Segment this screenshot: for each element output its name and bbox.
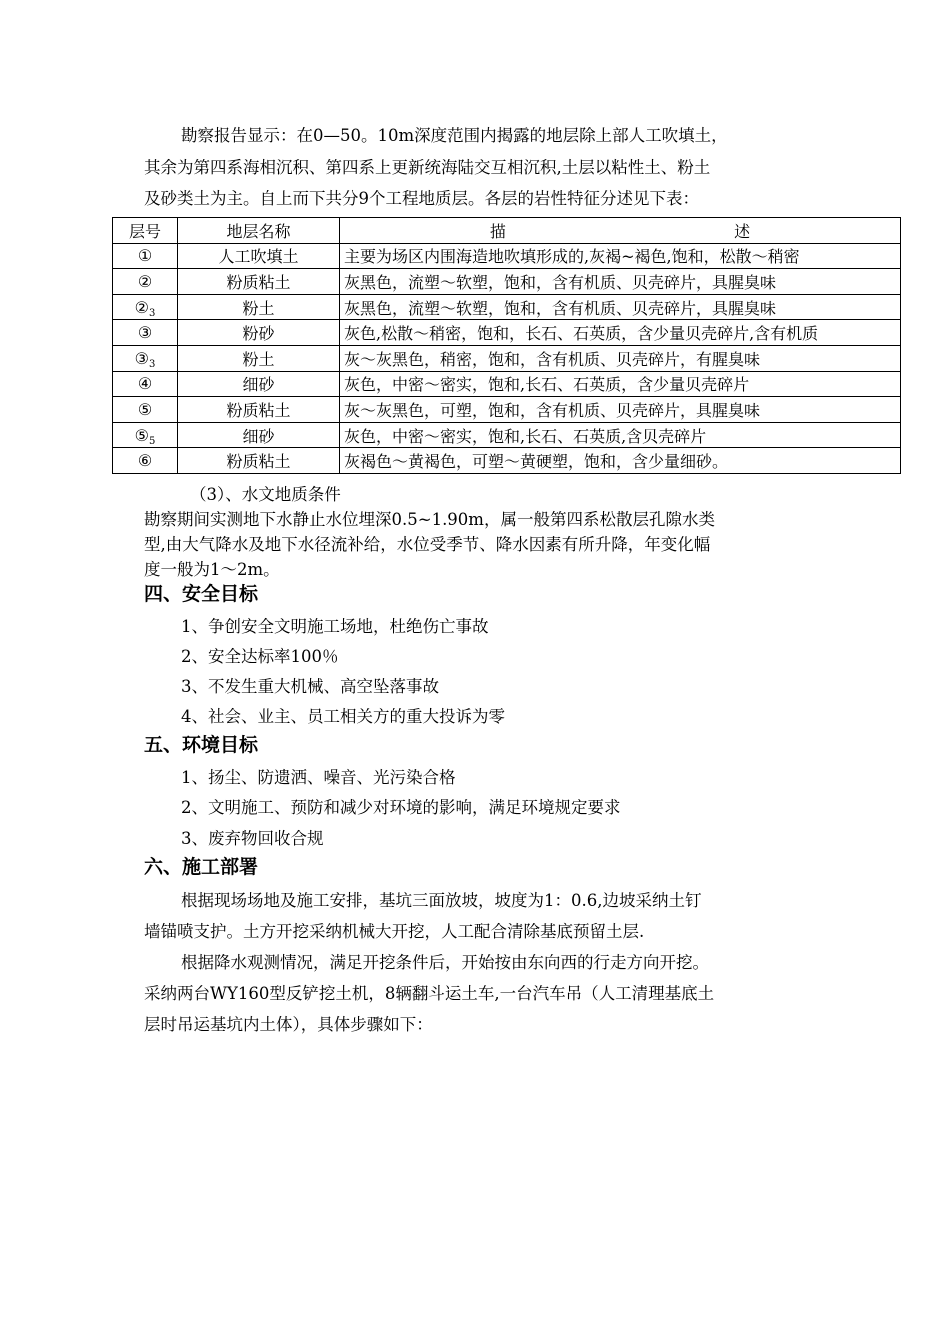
hydro-line-1: 勘察期间实测地下水静止水位埋深0.5~1.90m，属一般第四系松散层孔隙水类 xyxy=(144,510,715,529)
intro-line-1: 勘察报告显示：在0—50。10m深度范围内揭露的地层除上部人工吹填土， xyxy=(181,126,728,145)
layer-no: ⑤ xyxy=(137,399,153,419)
table-row xyxy=(113,345,901,371)
environment-item-1: 1、扬尘、防遗洒、噪音、光污染合格 xyxy=(181,768,456,787)
header-description xyxy=(340,218,901,244)
hydro-line-2: 型,由大气降水及地下水径流补给，水位受季节、降水因素有所升降，年变化幅 xyxy=(144,535,711,554)
layer-description: 灰～灰黑色，稍密，饱和，含有机质、贝壳碎片，有腥臭味 xyxy=(340,345,901,371)
layer-description: 灰色,松散～稍密，饱和，长石、石英质，含少量贝壳碎片,含有机质 xyxy=(340,320,901,346)
layer-description: 灰色，中密～密实，饱和,长石、石英质,含贝壳碎片 xyxy=(340,422,901,448)
table-row xyxy=(113,243,901,269)
safety-item-1: 1、争创安全文明施工场地，杜绝伤亡事故 xyxy=(181,617,489,636)
layer-name: 人工吹填土 xyxy=(178,243,340,269)
hydro-line-3: 度一般为1～2m。 xyxy=(144,560,280,579)
layer-name: 粉砂 xyxy=(178,320,340,346)
layer-name: 粉质粘土 xyxy=(178,269,340,295)
deployment-para1-line-2: 墙锚喷支护。土方开挖采纳机械大开挖，人工配合清除基底预留土层. xyxy=(144,922,645,941)
layer-no: ⑤ xyxy=(134,425,149,445)
layer-no-cell xyxy=(113,371,178,397)
layer-no-cell xyxy=(113,243,178,269)
layer-no-cell xyxy=(113,345,178,371)
deployment-para2-line-1: 根据降水观测情况，满足开挖条件后，开始按由东向西的行走方向开挖。 xyxy=(181,953,709,972)
layer-description: 灰色，中密～密实，饱和,长石、石英质，含少量贝壳碎片 xyxy=(340,371,901,397)
environment-title: 五、环境目标 xyxy=(144,734,259,756)
layer-description: 灰褐色～黄褐色，可塑～黄硬塑，饱和，含少量细砂。 xyxy=(340,448,901,474)
layer-no: ④ xyxy=(137,374,153,394)
deployment-para2-line-2: 采纳两台WY160型反铲挖土机，8辆翻斗运土车,一台汽车吊（人工清理基底土 xyxy=(144,984,715,1003)
layer-no: ① xyxy=(137,246,153,266)
layer-name: 细砂 xyxy=(178,422,340,448)
deployment-title: 六、施工部署 xyxy=(144,856,259,878)
layer-no-cell xyxy=(113,269,178,295)
layer-description: 主要为场区内围海造地吹填形成的,灰褐~褐色,饱和，松散～稍密 xyxy=(340,243,901,269)
strata-table xyxy=(112,217,901,474)
safety-item-4: 4、社会、业主、员工相关方的重大投诉为零 xyxy=(181,707,505,726)
environment-item-2: 2、文明施工、预防和减少对环境的影响，满足环境规定要求 xyxy=(181,798,621,817)
table-row xyxy=(113,397,901,423)
layer-name: 粉土 xyxy=(178,294,340,320)
layer-description: 灰～灰黑色，可塑，饱和，含有机质、贝壳碎片，具腥臭味 xyxy=(340,397,901,423)
layer-no: ② xyxy=(137,271,153,291)
header-desc-left: 描 xyxy=(489,221,506,241)
layer-no-cell xyxy=(113,422,178,448)
layer-no-cell xyxy=(113,397,178,423)
layer-name: 粉土 xyxy=(178,345,340,371)
layer-no-cell xyxy=(113,294,178,320)
layer-no-cell xyxy=(113,320,178,346)
table-row xyxy=(113,320,901,346)
layer-no: ③ xyxy=(134,348,149,368)
header-desc-right: 述 xyxy=(734,221,751,241)
intro-line-3: 及砂类土为主。自上而下共分9个工程地质层。各层的岩性特征分述见下表： xyxy=(144,189,699,208)
layer-no-subscript: 3 xyxy=(148,307,156,319)
environment-item-3: 3、废弃物回收合规 xyxy=(181,829,324,848)
layer-no: ⑥ xyxy=(137,451,153,471)
table-header-row xyxy=(113,218,901,244)
layer-no-subscript: 5 xyxy=(148,435,156,447)
safety-title: 四、安全目标 xyxy=(144,583,259,605)
header-layer-no: 层号 xyxy=(113,218,178,244)
deployment-para1-line-1: 根据现场场地及施工安排，基坑三面放坡，坡度为1：0.6,边坡采纳土钉 xyxy=(181,891,702,910)
layer-name: 粉质粘土 xyxy=(178,397,340,423)
safety-item-3: 3、不发生重大机械、高空坠落事故 xyxy=(181,677,439,696)
table-row xyxy=(113,294,901,320)
layer-no-subscript: 3 xyxy=(148,358,156,370)
layer-description: 灰黑色，流塑～软塑，饱和，含有机质、贝壳碎片，具腥臭味 xyxy=(340,294,901,320)
table-row xyxy=(113,422,901,448)
safety-item-2: 2、安全达标率100％ xyxy=(181,647,339,666)
header-layer-name: 地层名称 xyxy=(178,218,340,244)
hydro-heading: （3）、水文地质条件 xyxy=(190,485,341,504)
layer-description: 灰黑色，流塑～软塑，饱和，含有机质、贝壳碎片，具腥臭味 xyxy=(340,269,901,295)
table-row xyxy=(113,448,901,474)
table-row xyxy=(113,371,901,397)
layer-no-cell xyxy=(113,448,178,474)
deployment-para2-line-3: 层时吊运基坑内土体），具体步骤如下： xyxy=(144,1015,433,1034)
layer-no: ② xyxy=(134,297,149,317)
table-row xyxy=(113,269,901,295)
layer-name: 细砂 xyxy=(178,371,340,397)
intro-line-2: 其余为第四系海相沉积、第四系上更新统海陆交互相沉积,土层以粘性土、粉土 xyxy=(144,158,711,177)
layer-no: ③ xyxy=(137,323,153,343)
layer-name: 粉质粘土 xyxy=(178,448,340,474)
